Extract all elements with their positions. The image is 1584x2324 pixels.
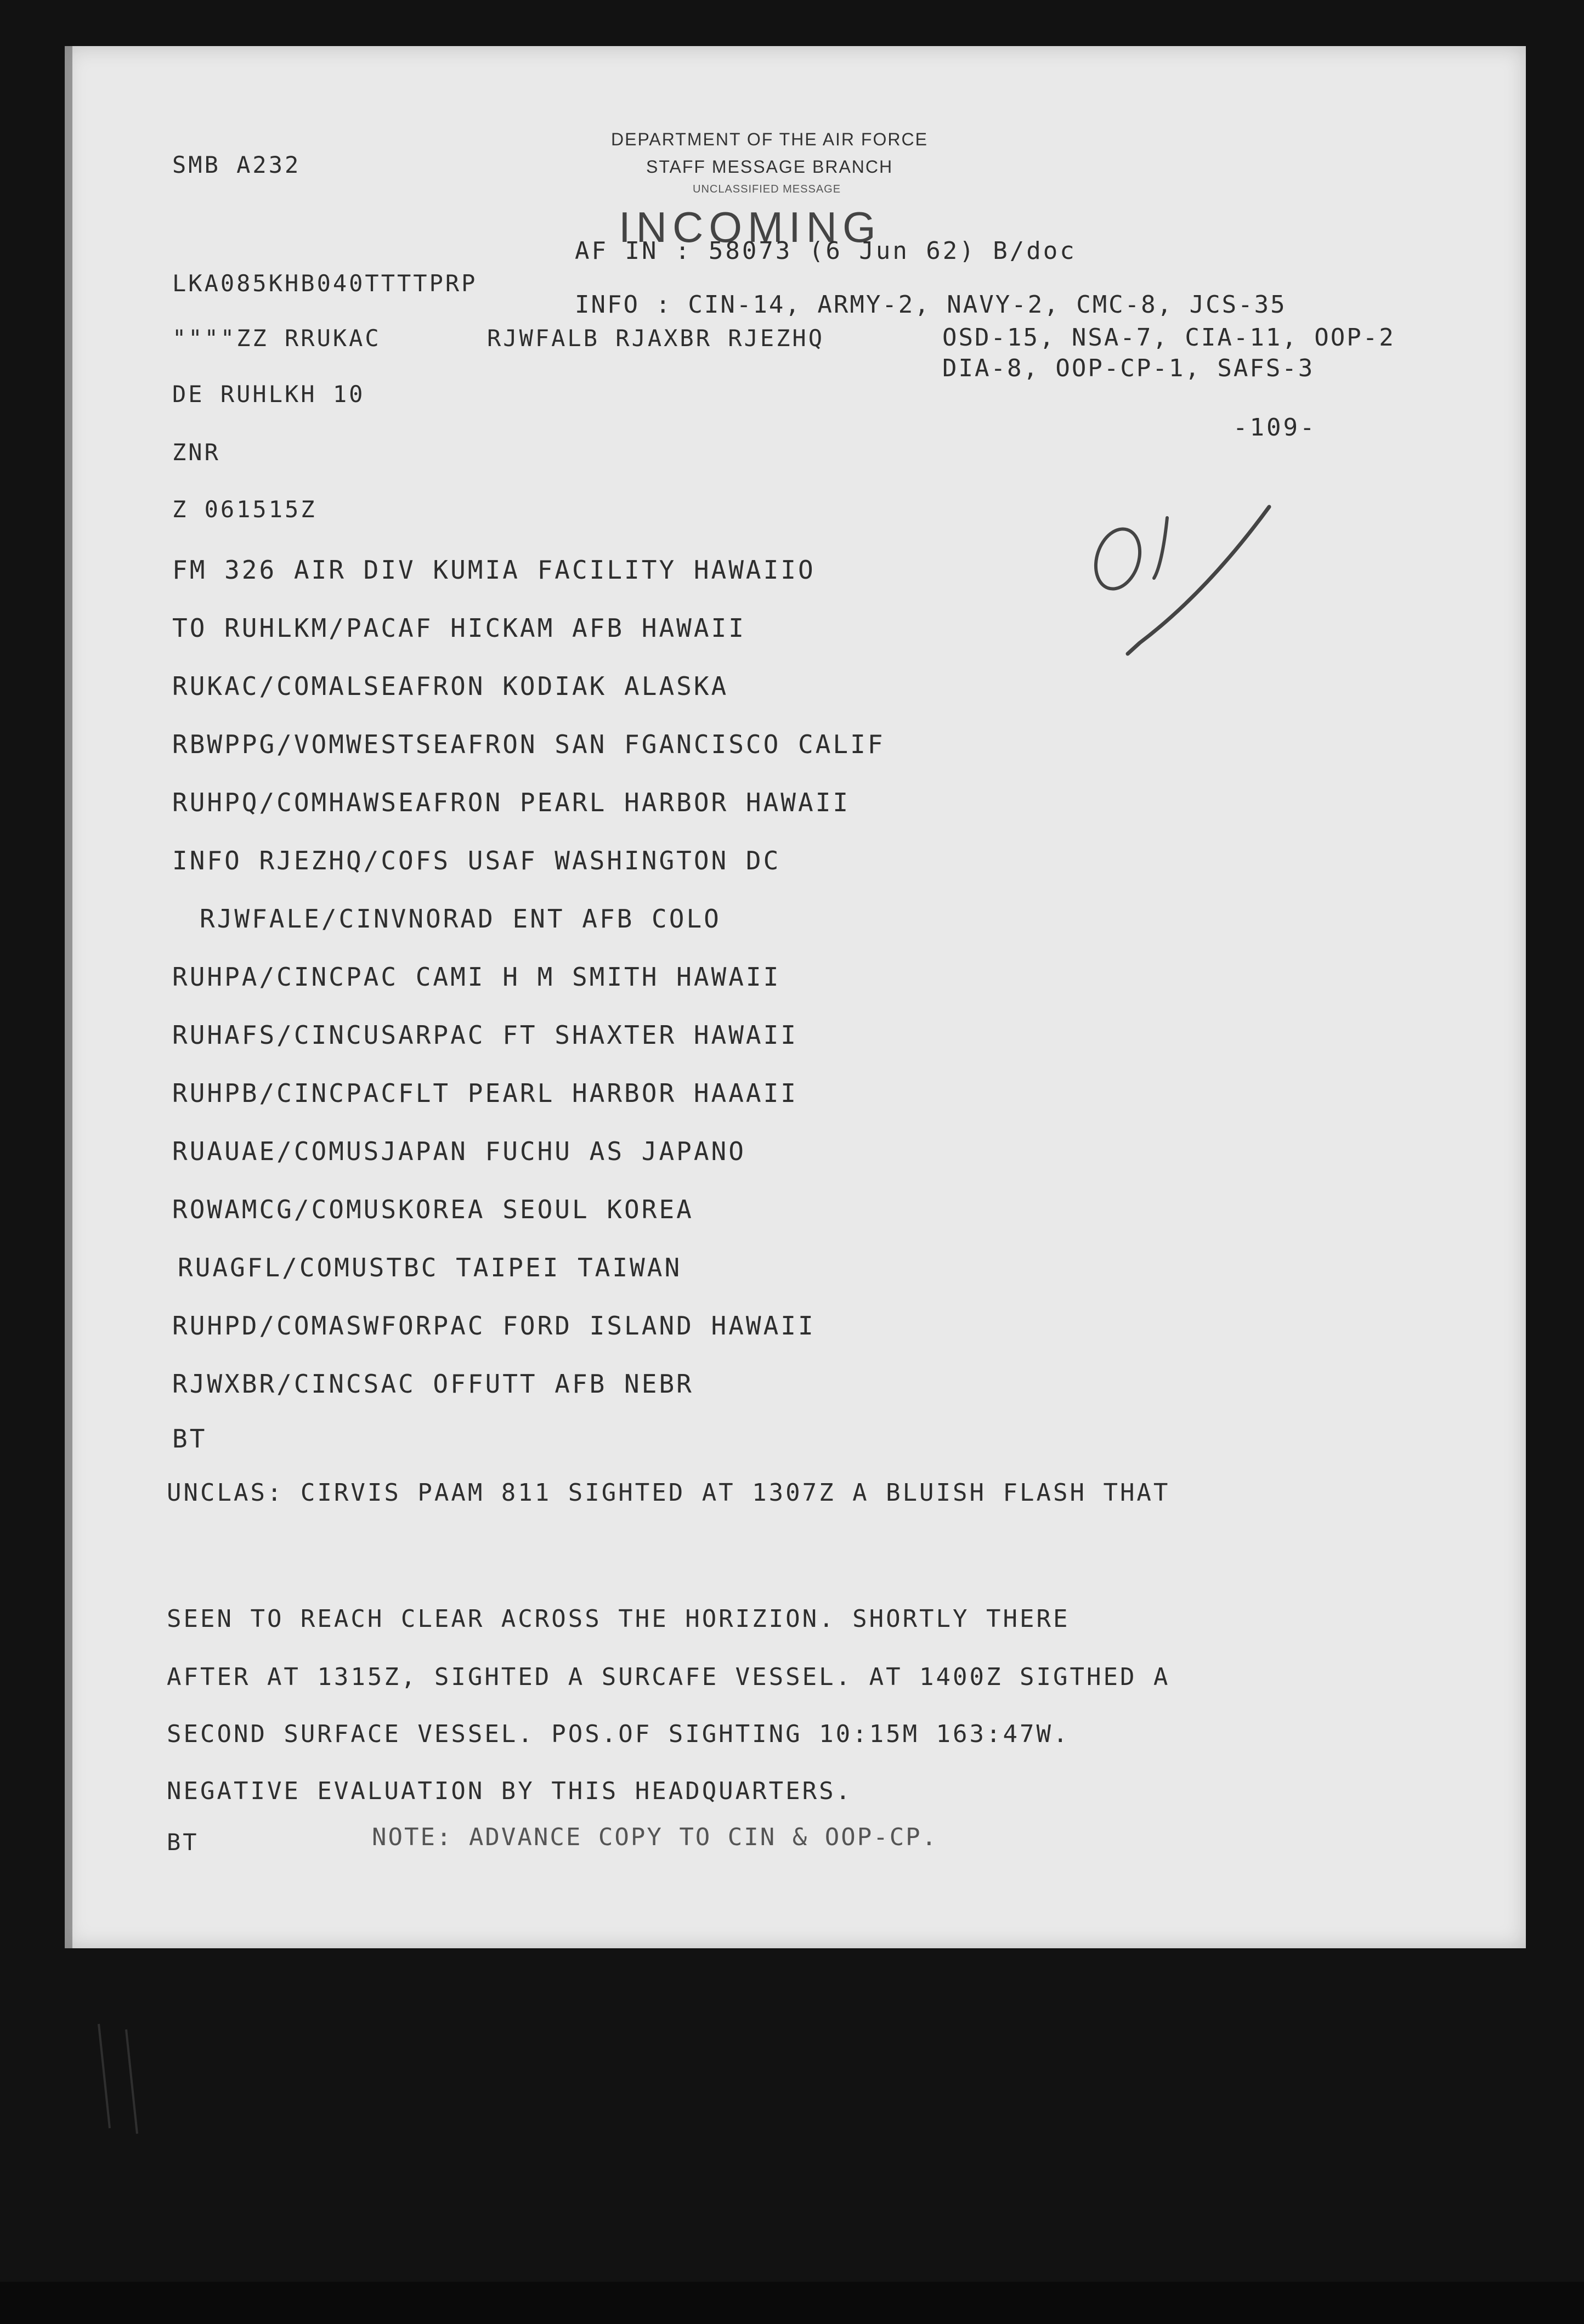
handwritten-mark-icon	[1057, 496, 1288, 677]
address-line: RUKAC/COMALSEAFRON KODIAK ALASKA	[172, 671, 729, 701]
routing-line-2-right: RJWFALB RJAXBR RJEZHQ	[487, 325, 825, 352]
address-line: RUAGFL/COMUSTBC TAIPEI TAIWAN	[178, 1253, 682, 1282]
branch-title: STAFF MESSAGE BRANCH	[646, 157, 893, 177]
routing-line-2-left: """"ZZ RRUKAC	[172, 325, 381, 352]
af-in-number: AF IN : 58073 (6 Jun 62) B/doc	[575, 237, 1077, 265]
address-line: BT	[172, 1424, 207, 1454]
address-line: RUHPD/COMASWFORPAC FORD ISLAND HAWAII	[172, 1311, 816, 1341]
address-line: RUHPB/CINCPACFLT PEARL HARBOR HAAAII	[172, 1078, 798, 1108]
address-line: RUHPQ/COMHAWSEAFRON PEARL HARBOR HAWAII	[172, 788, 851, 817]
address-line: RJWFALE/CINVNORAD ENT AFB COLO	[200, 904, 721, 934]
body-line-2: SEEN TO REACH CLEAR ACROSS THE HORIZION. SHORTLY THERE	[167, 1605, 1070, 1633]
classification-small: UNCLASSIFIED MESSAGE	[693, 183, 841, 195]
page-edge-shadow	[65, 46, 72, 1948]
address-line: ROWAMCG/COMUSKOREA SEOUL KOREA	[172, 1195, 694, 1224]
document-page	[65, 46, 1526, 1948]
distribution-line-2: OSD-15, NSA-7, CIA-11, OOP-2	[942, 324, 1395, 352]
film-bottom-strip	[0, 2282, 1584, 2324]
address-line: INFO RJEZHQ/COFS USAF WASHINGTON DC	[172, 846, 781, 875]
advance-copy-note: NOTE: ADVANCE COPY TO CIN & OOP-CP.	[372, 1823, 938, 1851]
routing-line-1: LKA085KHB040TTTTPRP	[172, 270, 478, 297]
body-line-5: NEGATIVE EVALUATION BY THIS HEADQUARTERS.	[167, 1777, 853, 1805]
address-line: RUHAFS/CINCUSARPAC FT SHAXTER HAWAII	[172, 1020, 798, 1050]
incoming-stamp: INCOMING	[619, 203, 881, 251]
address-line: RUAUAE/COMUSJAPAN FUCHU AS JAPANO	[172, 1136, 746, 1166]
closing-bt: BT	[167, 1829, 199, 1856]
body-line-4: SECOND SURFACE VESSEL. POS.OF SIGHTING 10:15M 163:47W.	[167, 1720, 1070, 1748]
routing-line-5: Z 061515Z	[172, 496, 317, 523]
department-title: DEPARTMENT OF THE AIR FORCE	[611, 129, 928, 149]
page-number: -109-	[1233, 414, 1317, 442]
routing-line-4: ZNR	[172, 439, 220, 466]
distribution-line-1: INFO : CIN-14, ARMY-2, NAVY-2, CMC-8, JCS-35	[575, 291, 1287, 319]
address-line: FM 326 AIR DIV KUMIA FACILITY HAWAIIO	[172, 555, 816, 585]
routing-line-3: DE RUHLKH 10	[172, 381, 365, 408]
address-line: TO RUHLKM/PACAF HICKAM AFB HAWAII	[172, 613, 746, 643]
address-line: RJWXBR/CINCSAC OFFUTT AFB NEBR	[172, 1369, 694, 1399]
distribution-line-3: DIA-8, OOP-CP-1, SAFS-3	[942, 354, 1315, 382]
film-scratch-mark	[77, 2018, 165, 2139]
body-line-3: AFTER AT 1315Z, SIGHTED A SURCAFE VESSEL. AT 1400Z SIGTHED A	[167, 1663, 1170, 1691]
address-line: RBWPPG/VOMWESTSEAFRON SAN FGANCISCO CALIF	[172, 730, 885, 759]
address-line: RUHPA/CINCPAC CAMI H M SMITH HAWAII	[172, 962, 781, 992]
left-code: SMB A232	[172, 151, 301, 178]
body-line-1: UNCLAS: CIRVIS PAAM 811 SIGHTED AT 1307Z A BLUISH FLASH THAT	[167, 1479, 1170, 1507]
